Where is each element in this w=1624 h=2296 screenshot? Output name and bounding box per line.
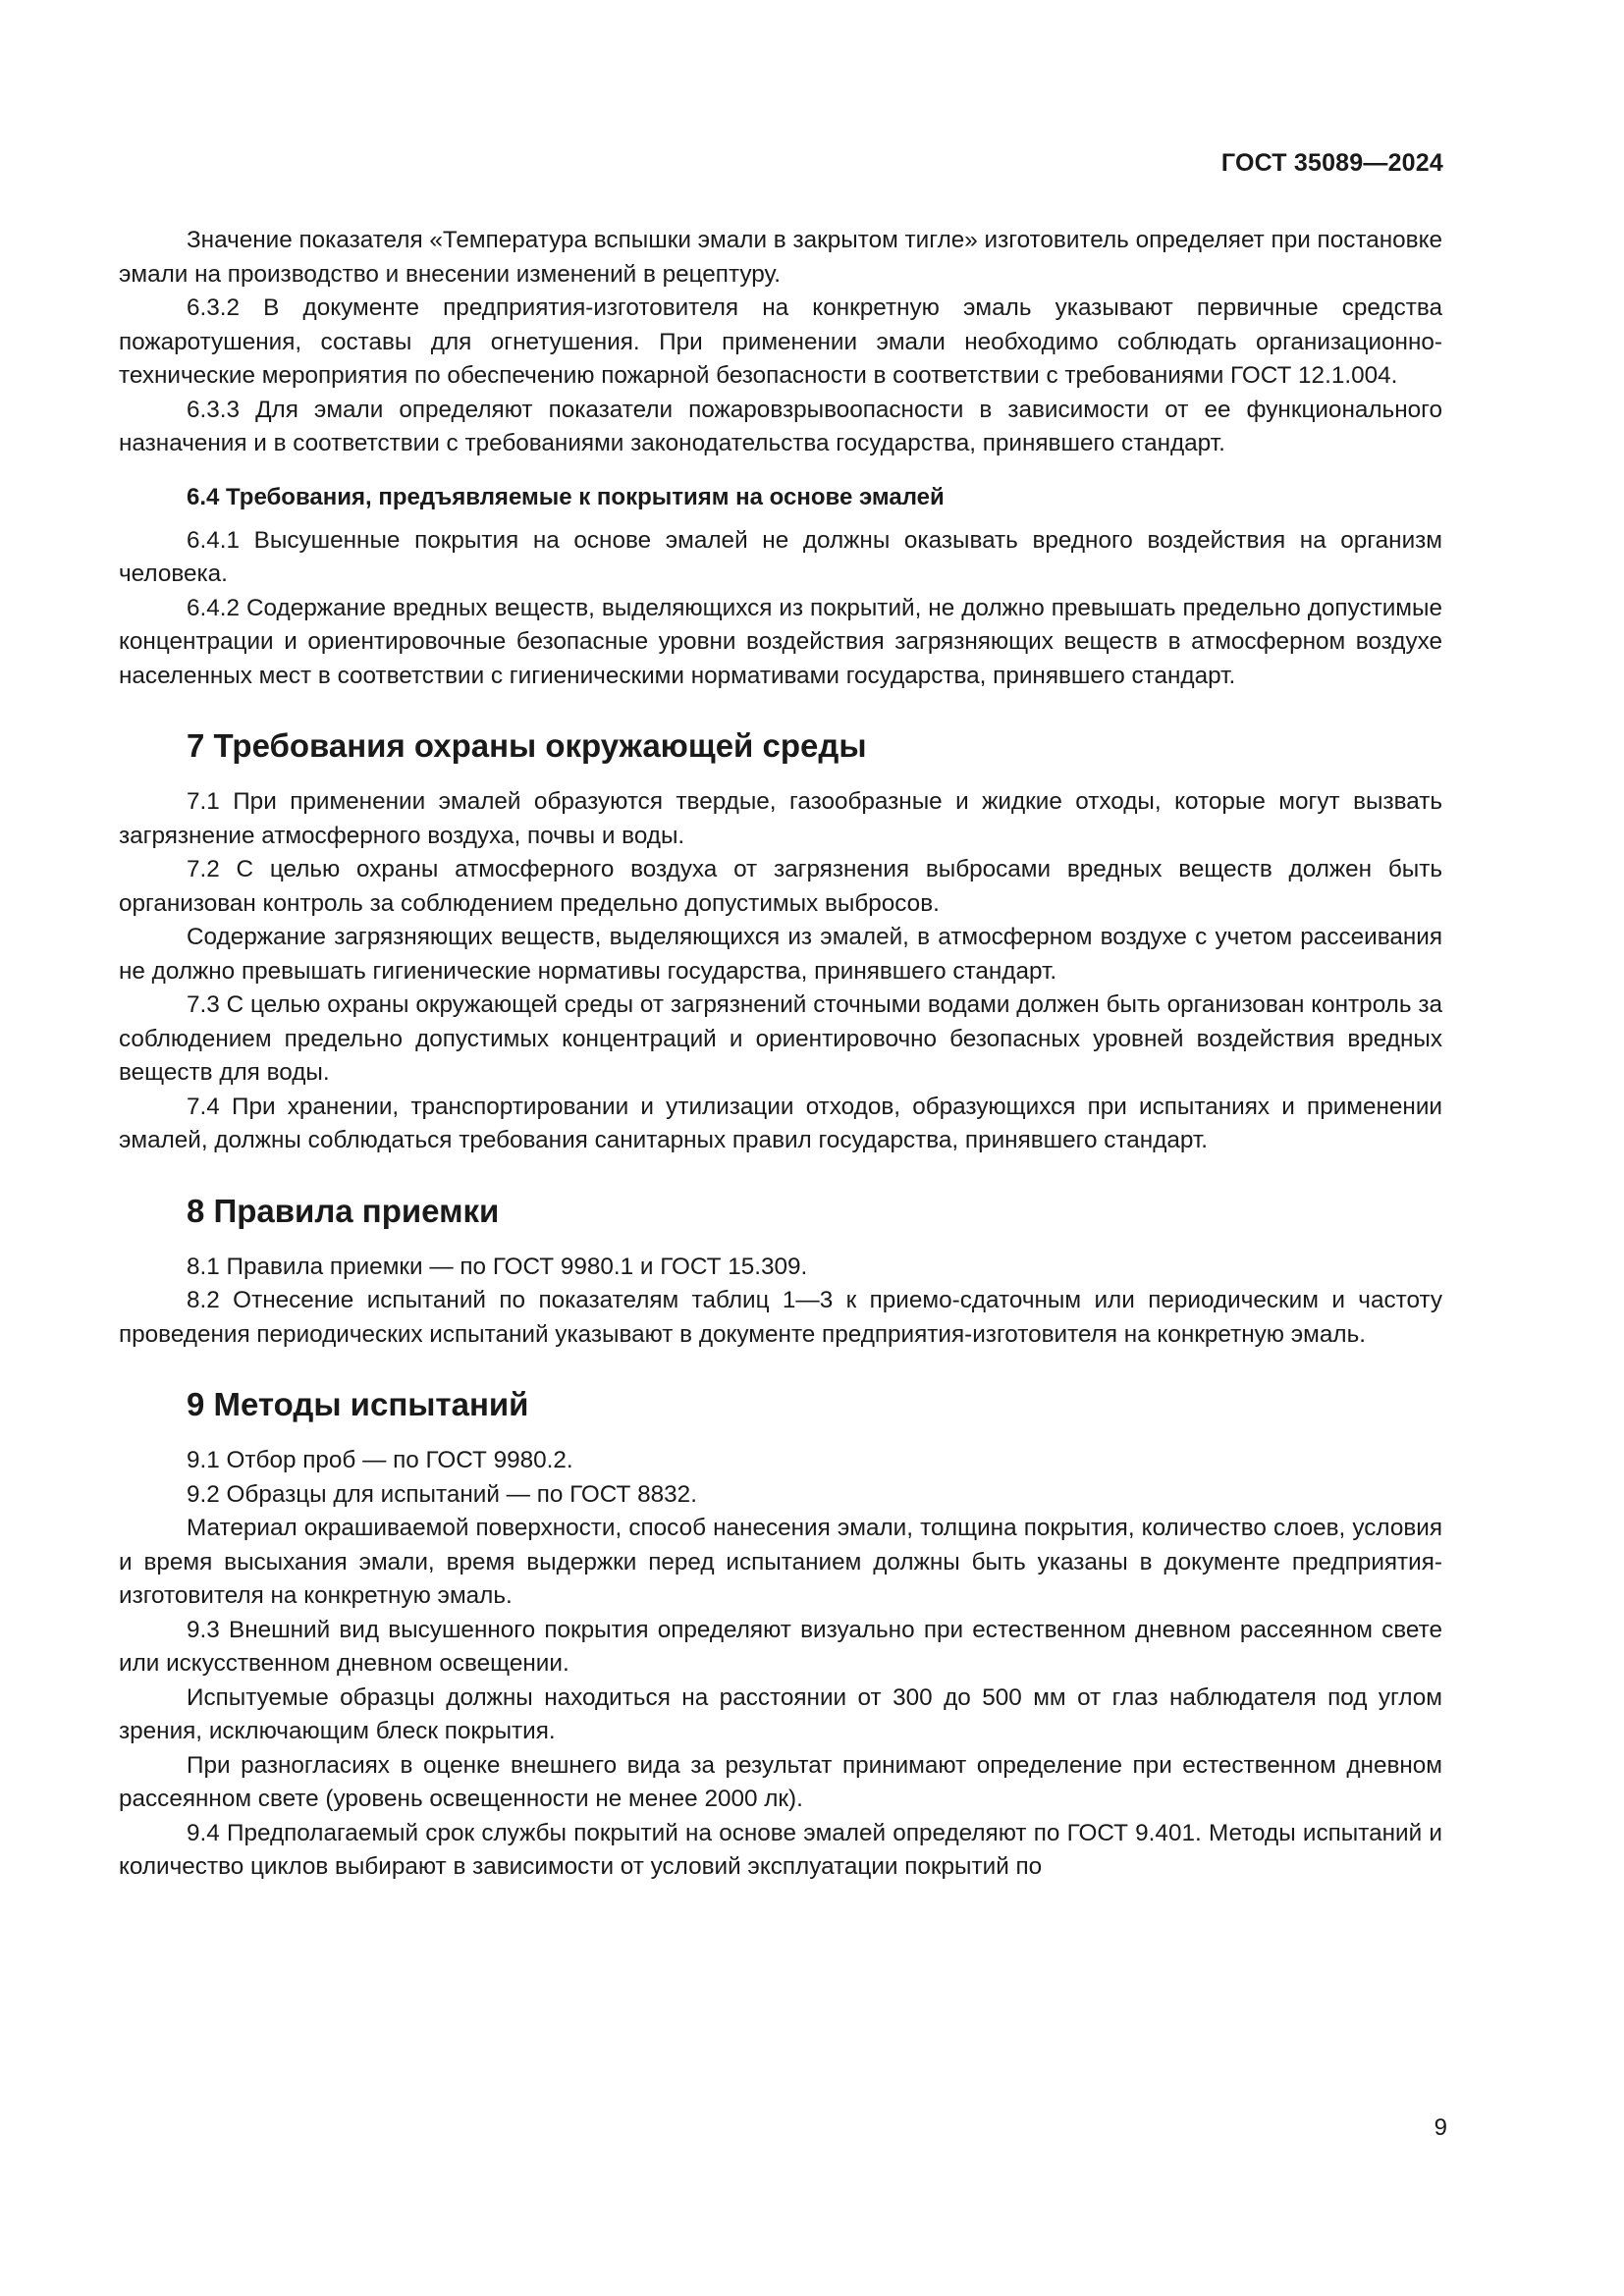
paragraph-7-1: 7.1 При применении эмалей образуются твердые, газообразные и жидкие отходы, которые могут вызвать загрязнение атмосферного воздуха, почвы и воды. [119,788,1442,849]
section-heading-8: 8 Правила приемки [187,1192,500,1229]
paragraph-9-3: 9.3 Внешний вид высушенного покрытия определяют визуально при естественном дневном рассеянном свете или искусственном дневном освещении. [119,1616,1442,1677]
subsection-heading-6-4: 6.4 Требования, предъявляемые к покрытиям на основе эмалей [187,483,945,510]
section-heading-7: 7 Требования охраны окружающей среды [187,727,867,764]
paragraph: Материал окрашиваемой поверхности, способ нанесения эмали, толщина покрытия, количество слоев, условия и время высыхания эмали, время выдержки перед испытанием должны быть указаны в документе предприятия-изготовителя на конкретную эмаль. [119,1515,1442,1609]
paragraph-7-2: 7.2 С целью охраны атмосферного воздуха от загрязнения выбросами вредных веществ должен быть организован контроль за соблюдением предельно допустимых выбросов. [119,856,1442,917]
paragraph-9-4: 9.4 Предполагаемый срок службы покрытий на основе эмалей определяют по ГОСТ 9.401. Методы испытаний и количество циклов выбирают в зависимости от условий эксплуатации покрытий по [119,1819,1442,1880]
paragraph: Испытуемые образцы должны находиться на расстоянии от 300 до 500 мм от глаз наблюдателя под углом зрения, исключающим блеск покрытия. [119,1683,1442,1744]
paragraph: При разногласиях в оценке внешнего вида за результат принимают определение при естественном дневном рассеянном свете (уровень освещенности не менее 2000 лк). [119,1751,1442,1812]
page-number: 9 [1434,2114,1447,2141]
paragraph-6-3-2: 6.3.2 В документе предприятия-изготовителя на конкретную эмаль указывают первичные средства пожаротушения, составы для огнетушения. При применении эмали необходимо соблюдать организационно-технические мероприятия по обеспечению пожарной безопасности в соответствии с требованиями ГОСТ 12.1.004. [119,294,1442,389]
paragraph-7-3: 7.3 С целью охраны окружающей среды от загрязнений сточными водами должен быть организован контроль за соблюдением предельно допустимых концентраций и ориентировочно безопасных уровней воздействия вредных веществ для воды. [119,991,1442,1086]
paragraph: Содержание загрязняющих веществ, выделяющихся из эмалей, в атмосферном воздухе с учетом рассеивания не должно превышать гигиенические нормативы государства, принявшего стандарт. [119,924,1442,985]
paragraph-9-1: 9.1 Отбор проб — по ГОСТ 9980.2. [187,1447,573,1473]
paragraph-8-1: 8.1 Правила приемки — по ГОСТ 9980.1 и ГОСТ 15.309. [187,1253,808,1280]
paragraph-6-3-3: 6.3.3 Для эмали определяют показатели пожаровзрывоопасности в зависимости от ее функционального назначения и в соответствии с требованиями законодательства государства, принявшего стандарт. [119,396,1442,456]
paragraph-9-2: 9.2 Образцы для испытаний — по ГОСТ 8832. [187,1480,697,1508]
paragraph-6-4-1: 6.4.1 Высушенные покрытия на основе эмалей не должны оказывать вредного воздействия на организм человека. [119,526,1442,587]
paragraph: Значение показателя «Температура вспышки эмали в закрытом тигле» изготовитель определяет при постановке эмали на производство и внесении изменений в рецептуру. [119,227,1442,288]
paragraph-7-4: 7.4 При хранении, транспортировании и утилизации отходов, образующихся при испытаниях и применении эмалей, должны соблюдаться требования санитарных правил государства, принявшего стандарт. [119,1093,1442,1153]
document-code: ГОСТ 35089—2024 [1220,149,1443,177]
section-heading-9: 9 Методы испытаний [187,1386,529,1422]
document-body [119,224,1442,1885]
paragraph-6-4-2: 6.4.2 Содержание вредных веществ, выделяющихся из покрытий, не должно превышать предельно допустимые концентрации и ориентировочные безопасные уровни воздействия загрязняющих веществ в атмосферном воздухе населенных мест в соответствии с гигиеническими нормативами государства, принявшего стандарт. [119,594,1442,689]
paragraph-8-2: 8.2 Отнесение испытаний по показателям таблиц 1—3 к приемо-сдаточным или периодическим и частоту проведения периодических испытаний указывают в документе предприятия-изготовителя на конкретную эмаль. [119,1287,1442,1348]
